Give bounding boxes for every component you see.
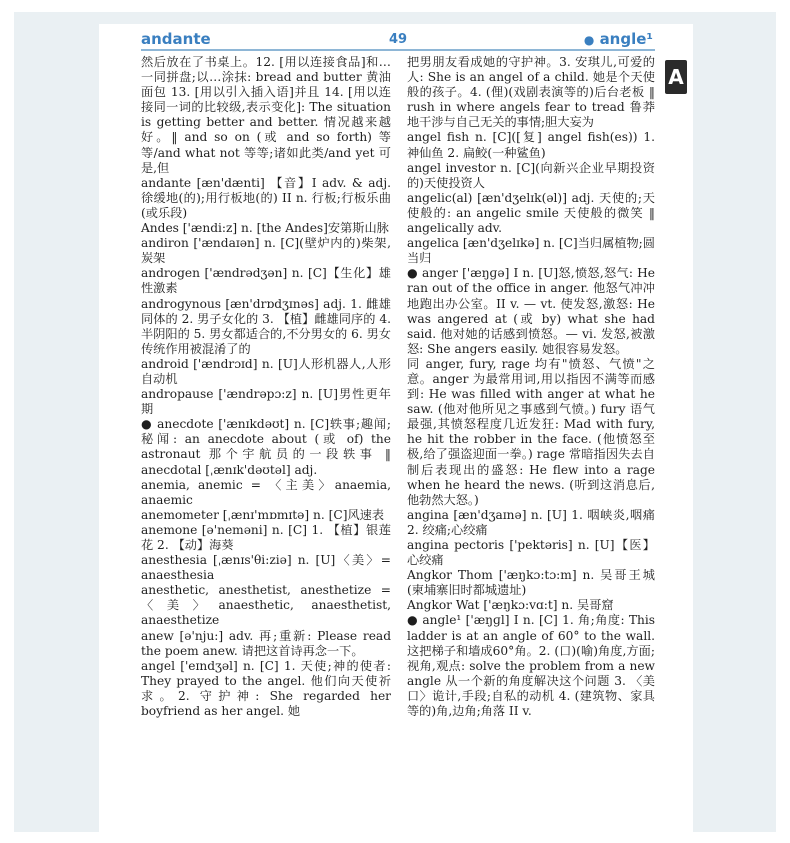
- dictionary-page: [99, 24, 693, 832]
- entry-angle: ● angle¹ ['æŋɡl] I n. [C] 1. 角;角度: This ladder is at an angle of 60° to the wall. 这把梯子和墙成60°角。2. (口)(喻)角度,方面;视角,观点: solve the problem from a new angle 从一个新的角度解决这个问题 3. 〈美口〉诡计,手段;自私的动机 4. (建筑物、家具等的)角,边角;角落 II v.: [407, 613, 655, 719]
- entry-angel-continued: 把男朋友看成她的守护神。3. 安琪儿,可爱的人: She is an angel of a child. 她是个天使般的孩子。4. (俚)(戏剧表演等的)后台老板 ‖ rush in where angels fear to tread 鲁莽地干涉与自己无关的事情;胆大妄为: [407, 55, 655, 130]
- guide-word-left: andante: [141, 30, 211, 48]
- entry-andante: andante [æn'dænti] 【音】I adv. & adj. 徐缓地(的);用行板地(的) II n. 行板;行板乐曲(或乐段): [141, 175, 391, 220]
- entry-anemone: anemone [ə'neməni] n. [C] 1. 【植】银莲花 2. 【动】海葵: [141, 522, 391, 552]
- bullet-icon: ●: [583, 33, 595, 47]
- entry-anemia: anemia, anemic = 〈主美〉anaemia, anaemic: [141, 477, 391, 507]
- guide-word-right: [584, 30, 653, 48]
- entry-andiron: andiron ['ændaɪən] n. [C](壁炉内的)柴架,炭架: [141, 236, 391, 266]
- entry-angel-fish: angel fish n. [C]([复] angel fish(es)) 1. 神仙鱼 2. 扁鲛(一种鲨鱼): [407, 130, 655, 160]
- entry-and-continued: 然后放在了书桌上。12. [用以连接食品]和…一同拼盘;以…涂抹: bread and butter 黄油面包 13. [用以引入插入语]并且 14. [用以连接同一词的比较级,表示变化]: The situation is getting better and better. 情况越来越好。‖ and so on (或 and so forth) 等等/and what not 等等;诸如此类/and yet 可是,但: [141, 55, 391, 175]
- page-number: 49: [389, 32, 408, 47]
- entry-angel: angel ['eɪndʒəl] n. [C] 1. 天使;神的使者: They prayed to the angel. 他们向天使祈求。2. 守护神: She regarded her boyfriend as her angel. 她: [141, 658, 391, 719]
- entry-anemometer: anemometer [ˌænɪ'mɒmɪtə] n. [C]风速表: [141, 507, 385, 522]
- entry-android: android ['ændrɔɪd] n. [U]人形机器人,人形自动机: [141, 356, 391, 386]
- right-column: [407, 55, 655, 719]
- entry-angina-pectoris: angina pectoris ['pektəris] n. [U]【医】心绞痛: [407, 538, 655, 568]
- entry-anger: ● anger ['æŋɡə] I n. [U]怒,愤怒,怒气: He ran out of the office in anger. 他怒气冲冲地跑出办公室。II v. — vt. 使发怒,激怒: He was angered at (或 by) what she had said. 他对她的话感到愤怒。— vi. 发怒,被激怒: She angers easily. 她很容易发怒。: [407, 266, 655, 356]
- thumb-index-tab: A: [665, 60, 687, 94]
- header-rule: [141, 49, 655, 51]
- entry-angel-investor: angel investor n. [C](向新兴企业早期投资的)天使投资人: [407, 160, 655, 190]
- guide-word-right-text: angle¹: [599, 30, 653, 48]
- left-column: [141, 55, 391, 719]
- entry-angkor-wat: Angkor Wat ['æŋkɔ:vɑ:t] n. 吴哥窟: [407, 598, 614, 613]
- entry-anew: anew [ə'nju:] adv. 再;重新: Please read the poem anew. 请把这首诗再念一下。: [141, 628, 391, 658]
- entry-andes: Andes ['ændi:z] n. [the Andes]安第斯山脉: [141, 221, 389, 236]
- entry-andropause: andropause ['ændrəpɔ:z] n. [U]男性更年期: [141, 387, 391, 417]
- entry-angkor-thom: Angkor Thom ['æŋkɔ:tɔ:m] n. 吴哥王城(柬埔寨旧时都城遗址): [407, 568, 655, 598]
- entry-androgynous: androgynous [æn'drɒdʒɪnəs] adj. 1. 雌雄同体的 2. 男子女化的 3. 【植】雌雄同序的 4. 半阴阳的 5. 男女都适合的,不分男女的 6. 男女传统作用被混淆了的: [141, 296, 391, 356]
- entry-anesthesia: anesthesia [ˌænɪs'θi:ziə] n. [U]〈美〉= anaesthesia: [141, 553, 391, 583]
- entry-androgen: androgen ['ændrədʒən] n. [C]【生化】雄性激素: [141, 266, 391, 296]
- entry-anesthetic: anesthetic, anesthetist, anesthetize = 〈美〉anaesthetic, anaesthetist, anaesthetize: [141, 583, 391, 628]
- entry-angina: angina [æn'dʒaɪnə] n. [U] 1. 咽峡炎,咽痛 2. 绞痛;心绞痛: [407, 507, 655, 537]
- entry-angelical: angelic(al) [æn'dʒelɪk(əl)] adj. 天使的;天使般的: an angelic smile 天使般的微笑 ‖ angelically adv.: [407, 190, 655, 236]
- synonym-note-anger: 同 anger, fury, rage 均有"愤怒、气愤"之意。anger 为最常用词,用以指因不满等而感到: He was filled with anger at what he saw. (他对他所见之事感到气愤。) fury 语气最强,其愤怒程度几近发狂: Mad with fury, he hit the robber in the face. (他愤怒至极,给了强盗迎面一拳。) rage 常暗指因失去自制后表现出的盛怒: He flew into a rage when he heard the news. (听到这消息后,他勃然大怒。): [407, 356, 655, 507]
- entry-angelica: angelica [æn'dʒelɪkə] n. [C]当归属植物;圆当归: [407, 236, 655, 266]
- entry-anecdote: ● anecdote ['ænɪkdəʊt] n. [C]轶事;趣闻;秘闻: an anecdote about (或 of) the astronaut 那个宇航员的一段轶事 ‖ anecdotal [ˌænɪk'dəʊtəl] adj.: [141, 417, 391, 477]
